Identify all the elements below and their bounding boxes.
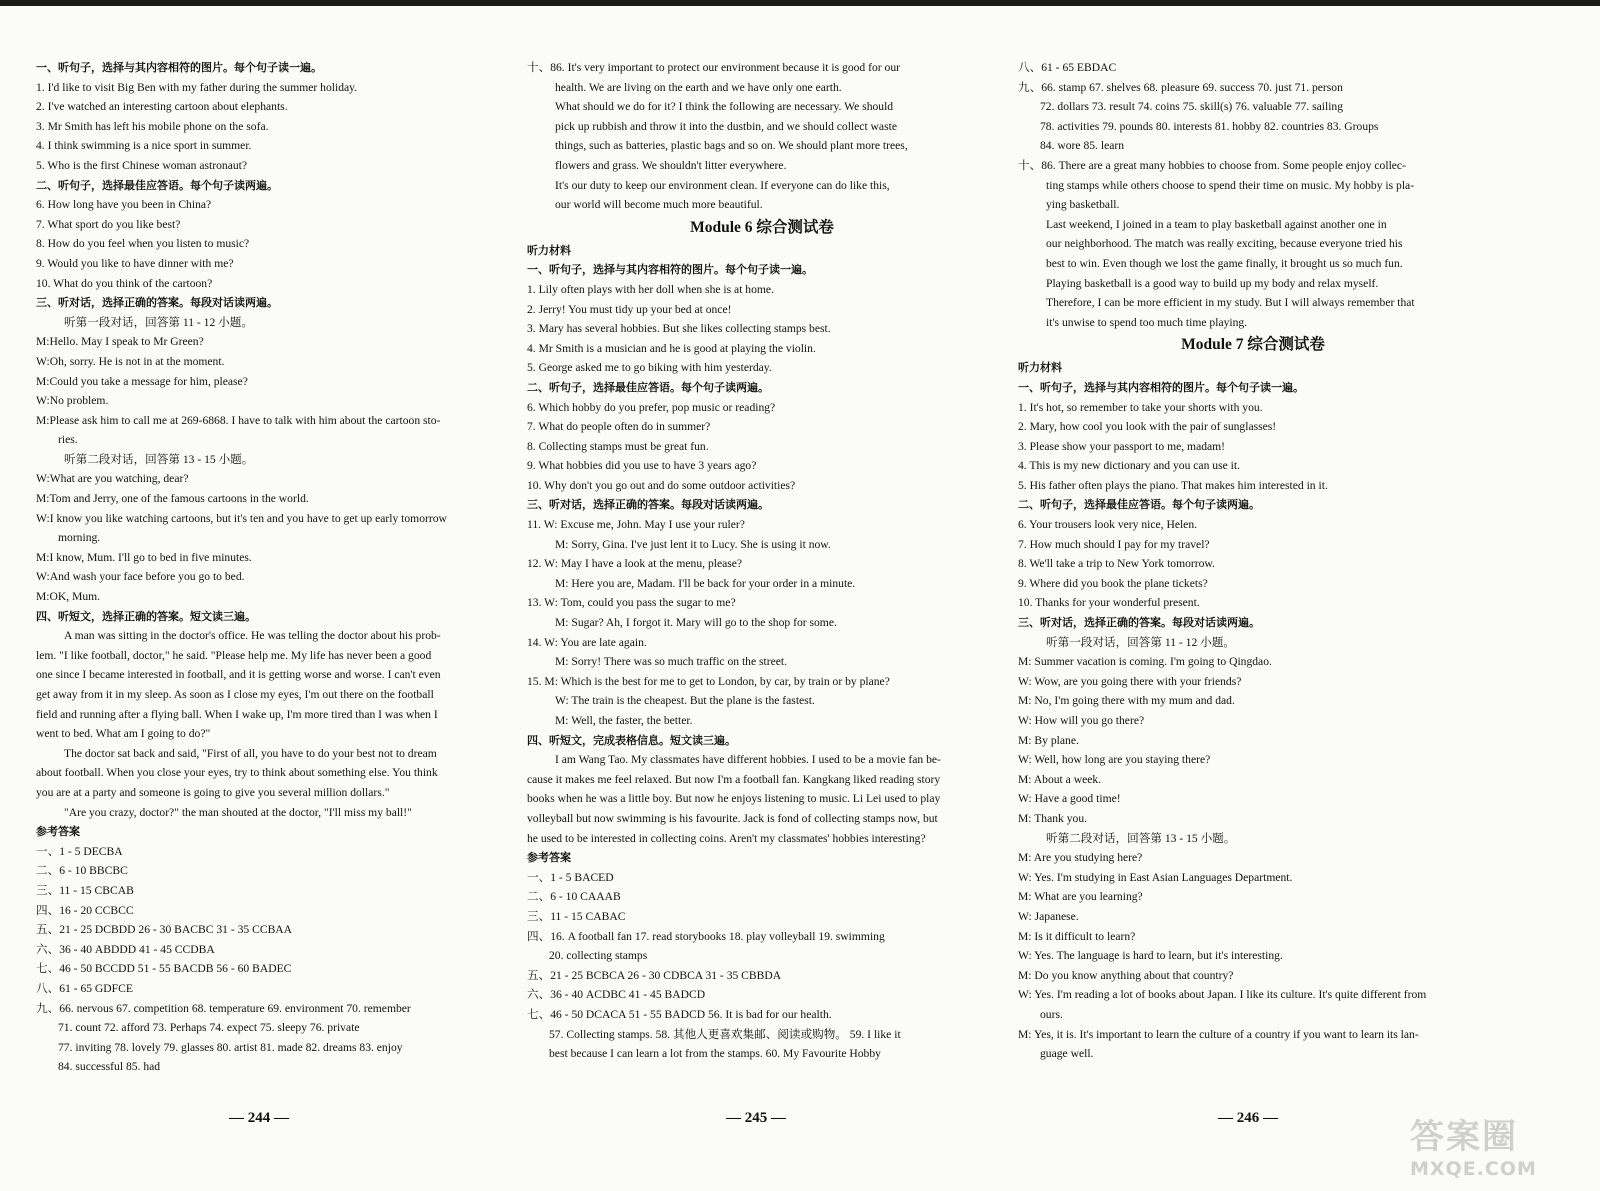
text-line: 四、16. A football fan 17. read storybooks 18. play volleyball 19. swimming — [527, 929, 885, 943]
text-line: It's our duty to keep our environment clean. If everyone can do like this, — [555, 178, 890, 192]
text-line: 7. How much should I pay for my travel? — [1018, 537, 1210, 551]
text-line: 七、46 - 50 BCCDD 51 - 55 BACDB 56 - 60 BADEC — [36, 962, 292, 976]
section-heading: 四、听短文，完成表格信息。短文读三遍。 — [527, 733, 736, 747]
page-number: — 244 — — [229, 1110, 289, 1126]
section-heading: 四、听短文，选择正确的答案。短文读三遍。 — [36, 609, 256, 623]
section-heading: 三、听对话，选择正确的答案。每段对话读两遍。 — [36, 296, 278, 310]
text-line: M:Could you take a message for him, please? — [36, 374, 248, 388]
text-line: 十、86. There are a great many hobbies to choose from. Some people enjoy collec- — [1018, 158, 1406, 172]
text-line: 77. inviting 78. lovely 79. glasses 80. artist 81. made 82. dreams 83. enjoy — [58, 1040, 403, 1054]
text-line: M: What are you learning? — [1018, 890, 1143, 904]
text-line: M: Are you studying here? — [1018, 851, 1143, 865]
section-heading: 一、听句子，选择与其内容相符的图片。每个句子读一遍。 — [527, 263, 813, 277]
text-line: best to win. Even though we lost the game finally, it brought us so much fun. — [1046, 256, 1403, 270]
text-line: 5. George asked me to go biking with him yesterday. — [527, 361, 772, 375]
page-number: — 246 — — [1218, 1110, 1278, 1126]
text-line: M: Sorry, Gina. I've just lent it to Lucy. She is using it now. — [555, 537, 831, 551]
text-line: 20. collecting stamps — [549, 949, 648, 963]
text-line: 7. What do people often do in summer? — [527, 420, 711, 434]
text-line: 10. Why don't you go out and do some outdoor activities? — [527, 478, 796, 492]
text-line: W:And wash your face before you go to bed. — [36, 570, 245, 584]
text-line: 78. activities 79. pounds 80. interests 81. hobby 82. countries 83. Groups — [1040, 119, 1379, 133]
text-line: 9. Where did you book the plane tickets? — [1018, 576, 1208, 590]
text-line: went to bed. What am I going to do?" — [36, 727, 211, 741]
text-line: cause it makes me feel relaxed. But now I'm a football fan. Kangkang liked reading story — [527, 772, 941, 786]
text-line: 八、61 - 65 GDFCE — [36, 981, 133, 995]
text-line: W:Oh, sorry. He is not in at the moment. — [36, 354, 225, 368]
text-line: M:Please ask him to call me at 269-6868. I have to talk with him about the cartoon sto- — [36, 413, 441, 427]
text-line: 9. What hobbies did you use to have 3 years ago? — [527, 459, 757, 473]
page-top-border — [0, 0, 1600, 6]
text-line: about football. When you close your eyes, try to think about something else. You think — [36, 766, 438, 780]
watermark-url: MXQE.COM — [1410, 1158, 1537, 1180]
text-line: W: Have a good time! — [1018, 792, 1121, 806]
section-heading: 二、听句子，选择最佳应答语。每个句子读两遍。 — [36, 178, 278, 192]
text-line: 十、86. It's very important to protect our environment because it is good for our — [527, 61, 901, 74]
text-line: our neighborhood. The match was really exciting, because everyone tried his — [1046, 237, 1403, 251]
text-line: M:Hello. May I speak to Mr Green? — [36, 335, 204, 349]
text-line: W: Japanese. — [1018, 909, 1079, 923]
text-line: 13. W: Tom, could you pass the sugar to me? — [527, 596, 736, 610]
text-line: pick up rubbish and throw it into the dustbin, and we should collect waste — [555, 119, 897, 133]
text-line: 二、6 - 10 CAAAB — [527, 890, 621, 904]
text-line: things, such as batteries, plastic bags and so on. We should plant more trees, — [555, 139, 908, 153]
text-line: 1. Lily often plays with her doll when she is at home. — [527, 282, 774, 296]
text-line: Therefore, I can be more efficient in my study. But I will always remember that — [1046, 296, 1415, 310]
text-line: M: By plane. — [1018, 733, 1079, 747]
text-line: 三、11 - 15 CABAC — [527, 909, 626, 923]
text-line: 4. I think swimming is a nice sport in summer. — [36, 139, 252, 153]
text-line: 六、36 - 40 ABDDD 41 - 45 CCDBA — [36, 942, 215, 956]
text-line: ries. — [58, 433, 78, 447]
text-line: you are at a party and someone is going to give you several million dollars." — [36, 785, 390, 799]
text-line: W: Yes. I'm reading a lot of books about Japan. I like its culture. It's quite different from — [1018, 988, 1427, 1002]
section-heading: 二、听句子，选择最佳应答语。每个句子读两遍。 — [1018, 498, 1260, 512]
text-line: M: Do you know anything about that country? — [1018, 968, 1234, 982]
text-line: 10. What do you think of the cartoon? — [36, 276, 213, 290]
text-line: best because I can learn a lot from the stamps. 60. My Favourite Hobby — [549, 1047, 881, 1061]
page-246-column — [1018, 58, 1488, 1118]
text-line: The doctor sat back and said, "First of all, you have to do your best not to dream — [64, 746, 437, 760]
text-line: 71. count 72. afford 73. Perhaps 74. expect 75. sleepy 76. private — [58, 1021, 360, 1035]
text-line: Last weekend, I joined in a team to play basketball against another one in — [1046, 217, 1387, 231]
section-heading: 三、听对话，选择正确的答案。每段对话读两遍。 — [1018, 616, 1260, 630]
text-line: W:I know you like watching cartoons, but it's ten and you have to get up early tomorrow — [36, 511, 447, 525]
section-heading: 参考答案 — [36, 825, 80, 839]
section-heading: 听力材料 — [1018, 361, 1062, 375]
text-line: 72. dollars 73. result 74. coins 75. skill(s) 76. valuable 77. sailing — [1040, 100, 1344, 114]
text-line: W:What are you watching, dear? — [36, 472, 189, 486]
text-line: 7. What sport do you like best? — [36, 217, 181, 231]
text-line: "Are you crazy, doctor?" the man shouted at the doctor, "I'll miss my ball!" — [64, 805, 412, 819]
text-line: 57. Collecting stamps. 58. 其他人更喜欢集邮、阅读或购物。 59. I like it — [549, 1027, 901, 1041]
text-line: M: Sugar? Ah, I forgot it. Mary will go to the shop for some. — [555, 616, 837, 630]
text-line: 2. I've watched an interesting cartoon about elephants. — [36, 100, 288, 114]
section-heading: 参考答案 — [527, 851, 571, 865]
text-line: 九、66. nervous 67. competition 68. temperature 69. environment 70. remember — [36, 1001, 411, 1015]
text-line: W: Yes. I'm studying in East Asian Languages Department. — [1018, 870, 1293, 884]
text-line: 一、1 - 5 DECBA — [36, 844, 123, 858]
text-line: M: Summer vacation is coming. I'm going to Qingdao. — [1018, 655, 1272, 669]
page-number: — 245 — — [726, 1110, 786, 1126]
text-line: 听第一段对话，回答第 11 - 12 小题。 — [1046, 635, 1235, 649]
text-line: W: Well, how long are you staying there? — [1018, 753, 1211, 767]
text-line: W: The train is the cheapest. But the plane is the fastest. — [555, 694, 815, 708]
text-line: 10. Thanks for your wonderful present. — [1018, 596, 1200, 610]
text-line: M: Yes, it is. It's important to learn the culture of a country if you want to learn its lan- — [1018, 1027, 1419, 1041]
text-line: our world will become much more beautiful. — [555, 198, 763, 212]
text-line: 三、11 - 15 CBCAB — [36, 883, 134, 897]
text-line: 听第二段对话，回答第 13 - 15 小题。 — [64, 452, 254, 466]
text-line: 4. This is my new dictionary and you can use it. — [1018, 459, 1240, 473]
section-heading: 二、听句子，选择最佳应答语。每个句子读两遍。 — [527, 380, 769, 394]
text-line: M: Well, the faster, the better. — [555, 714, 693, 727]
text-line: books when he was a little boy. But now he enjoys listening to music. Li Lei used to play — [527, 792, 941, 806]
text-line: A man was sitting in the doctor's office. He was telling the doctor about his prob- — [64, 629, 441, 643]
text-line: 84. wore 85. learn — [1040, 139, 1125, 153]
text-line: 6. Your trousers look very nice, Helen. — [1018, 518, 1198, 532]
watermark-logo — [1410, 1109, 1580, 1181]
text-line: volleyball but now swimming is his favourite. Jack is fond of collecting stamps now, but — [527, 811, 938, 825]
text-line: M:I know, Mum. I'll go to bed in five minutes. — [36, 550, 252, 564]
text-line: 3. Please show your passport to me, madam! — [1018, 439, 1226, 453]
text-line: 1. It's hot, so remember to take your shorts with you. — [1018, 400, 1263, 414]
watermark-text: 答案圈 — [1410, 1117, 1518, 1157]
text-line: he used to be interested in collecting coins. Aren't my classmates' hobbies interesting? — [527, 831, 926, 845]
text-line: W: Wow, are you going there with your friends? — [1018, 674, 1242, 688]
section-heading: 一、听句子，选择与其内容相符的图片。每个句子读一遍。 — [36, 61, 322, 74]
text-line: M: Thank you. — [1018, 811, 1088, 825]
text-line: Playing basketball is a good way to build up my body and relax myself. — [1046, 276, 1379, 290]
text-line: M:OK, Mum. — [36, 590, 101, 604]
text-line: 九、66. stamp 67. shelves 68. pleasure 69. success 70. just 71. person — [1018, 80, 1343, 94]
text-line: 9. Would you like to have dinner with me? — [36, 256, 234, 270]
text-line: 15. M: Which is the best for me to get to London, by car, by train or by plane? — [527, 674, 890, 688]
module-heading: Module 7 综合测试卷 — [1181, 336, 1325, 354]
text-line: 2. Jerry! You must tidy up your bed at once! — [527, 302, 732, 316]
text-line: 84. successful 85. had — [58, 1060, 161, 1074]
text-line: 3. Mary has several hobbies. But she likes collecting stamps best. — [527, 322, 831, 336]
text-line: 一、1 - 5 BACED — [527, 870, 614, 884]
text-line: 四、16 - 20 CCBCC — [36, 903, 134, 917]
section-heading: 三、听对话，选择正确的答案。每段对话读两遍。 — [527, 498, 769, 512]
text-line: one since I became interested in football, and it is getting worse and worse. I can't even — [36, 668, 441, 682]
text-line: M: Here you are, Madam. I'll be back for your order in a minute. — [555, 576, 856, 590]
text-line: ting stamps while others choose to spend their time on music. My hobby is pla- — [1046, 178, 1415, 192]
text-line: W: How will you go there? — [1018, 714, 1145, 727]
text-line: M: About a week. — [1018, 772, 1102, 786]
text-line: 3. Mr Smith has left his mobile phone on the sofa. — [36, 119, 269, 133]
text-line: M: Is it difficult to learn? — [1018, 929, 1136, 943]
text-line: 听第一段对话，回答第 11 - 12 小题。 — [64, 315, 253, 329]
page-245-column — [527, 58, 997, 1118]
text-line: 五、21 - 25 BCBCA 26 - 30 CDBCA 31 - 35 CBBDA — [527, 968, 782, 982]
text-line: 五、21 - 25 DCBDD 26 - 30 BACBC 31 - 35 CCBAA — [36, 923, 293, 937]
text-line: W:No problem. — [36, 394, 109, 408]
text-line: 4. Mr Smith is a musician and he is good at playing the violin. — [527, 341, 816, 355]
text-line: 11. W: Excuse me, John. May I use your ruler? — [527, 518, 745, 532]
text-line: 8. How do you feel when you listen to music? — [36, 237, 250, 251]
text-line: ying basketball. — [1046, 198, 1120, 212]
section-heading: 一、听句子，选择与其内容相符的图片。每个句子读一遍。 — [1018, 380, 1304, 394]
text-line: 二、6 - 10 BBCBC — [36, 864, 128, 878]
text-line: 14. W: You are late again. — [527, 635, 647, 649]
text-line: health. We are living on the earth and we have only one earth. — [555, 80, 842, 94]
text-line: morning. — [58, 531, 101, 545]
text-line: 5. His father often plays the piano. That makes him interested in it. — [1018, 478, 1328, 492]
text-line: 8. We'll take a trip to New York tomorrow. — [1018, 557, 1215, 571]
text-line: flowers and grass. We shouldn't litter everywhere. — [555, 158, 787, 172]
text-line: field and running after a flying ball. When I wake up, I'm more tired than I was when I — [36, 707, 438, 721]
text-line: 12. W: May I have a look at the menu, please? — [527, 557, 743, 571]
text-line: 1. I'd like to visit Big Ben with my father during the summer holiday. — [36, 80, 358, 94]
text-line: lem. "I like football, doctor," he said. "Please help me. My life has never been a good — [36, 648, 432, 662]
text-line: 2. Mary, how cool you look with the pair of sunglasses! — [1018, 420, 1277, 434]
text-line: guage well. — [1040, 1047, 1094, 1061]
text-line: 六、36 - 40 ACDBC 41 - 45 BADCD — [527, 988, 706, 1002]
text-line: 6. Which hobby do you prefer, pop music or reading? — [527, 400, 776, 414]
text-line: it's unwise to spend too much time playing. — [1046, 315, 1248, 329]
page-244-column — [36, 58, 506, 1118]
text-line: ours. — [1040, 1007, 1063, 1021]
text-line: M:Tom and Jerry, one of the famous cartoons in the world. — [36, 492, 309, 506]
section-heading: 听力材料 — [527, 243, 571, 257]
module-heading: Module 6 综合测试卷 — [690, 218, 834, 236]
text-line: W: Yes. The language is hard to learn, but it's interesting. — [1018, 949, 1283, 963]
text-line: 七、46 - 50 DCACA 51 - 55 BADCD 56. It is bad for our health. — [527, 1007, 832, 1021]
text-line: M: No, I'm going there with my mum and dad. — [1018, 694, 1235, 708]
text-line: 八、61 - 65 EBDAC — [1018, 61, 1117, 74]
text-line: 听第二段对话，回答第 13 - 15 小题。 — [1046, 831, 1236, 845]
text-line: What should we do for it? I think the following are necessary. We should — [555, 100, 894, 114]
text-line: 5. Who is the first Chinese woman astronaut? — [36, 158, 248, 172]
text-line: 8. Collecting stamps must be great fun. — [527, 439, 709, 453]
text-line: 6. How long have you been in China? — [36, 198, 212, 212]
text-line: I am Wang Tao. My classmates have different hobbies. I used to be a movie fan be- — [555, 753, 941, 767]
text-line: M: Sorry! There was so much traffic on the street. — [555, 655, 788, 669]
text-line: get away from it in my sleep. As soon as I close my eyes, I'm out there on the football — [36, 688, 434, 701]
